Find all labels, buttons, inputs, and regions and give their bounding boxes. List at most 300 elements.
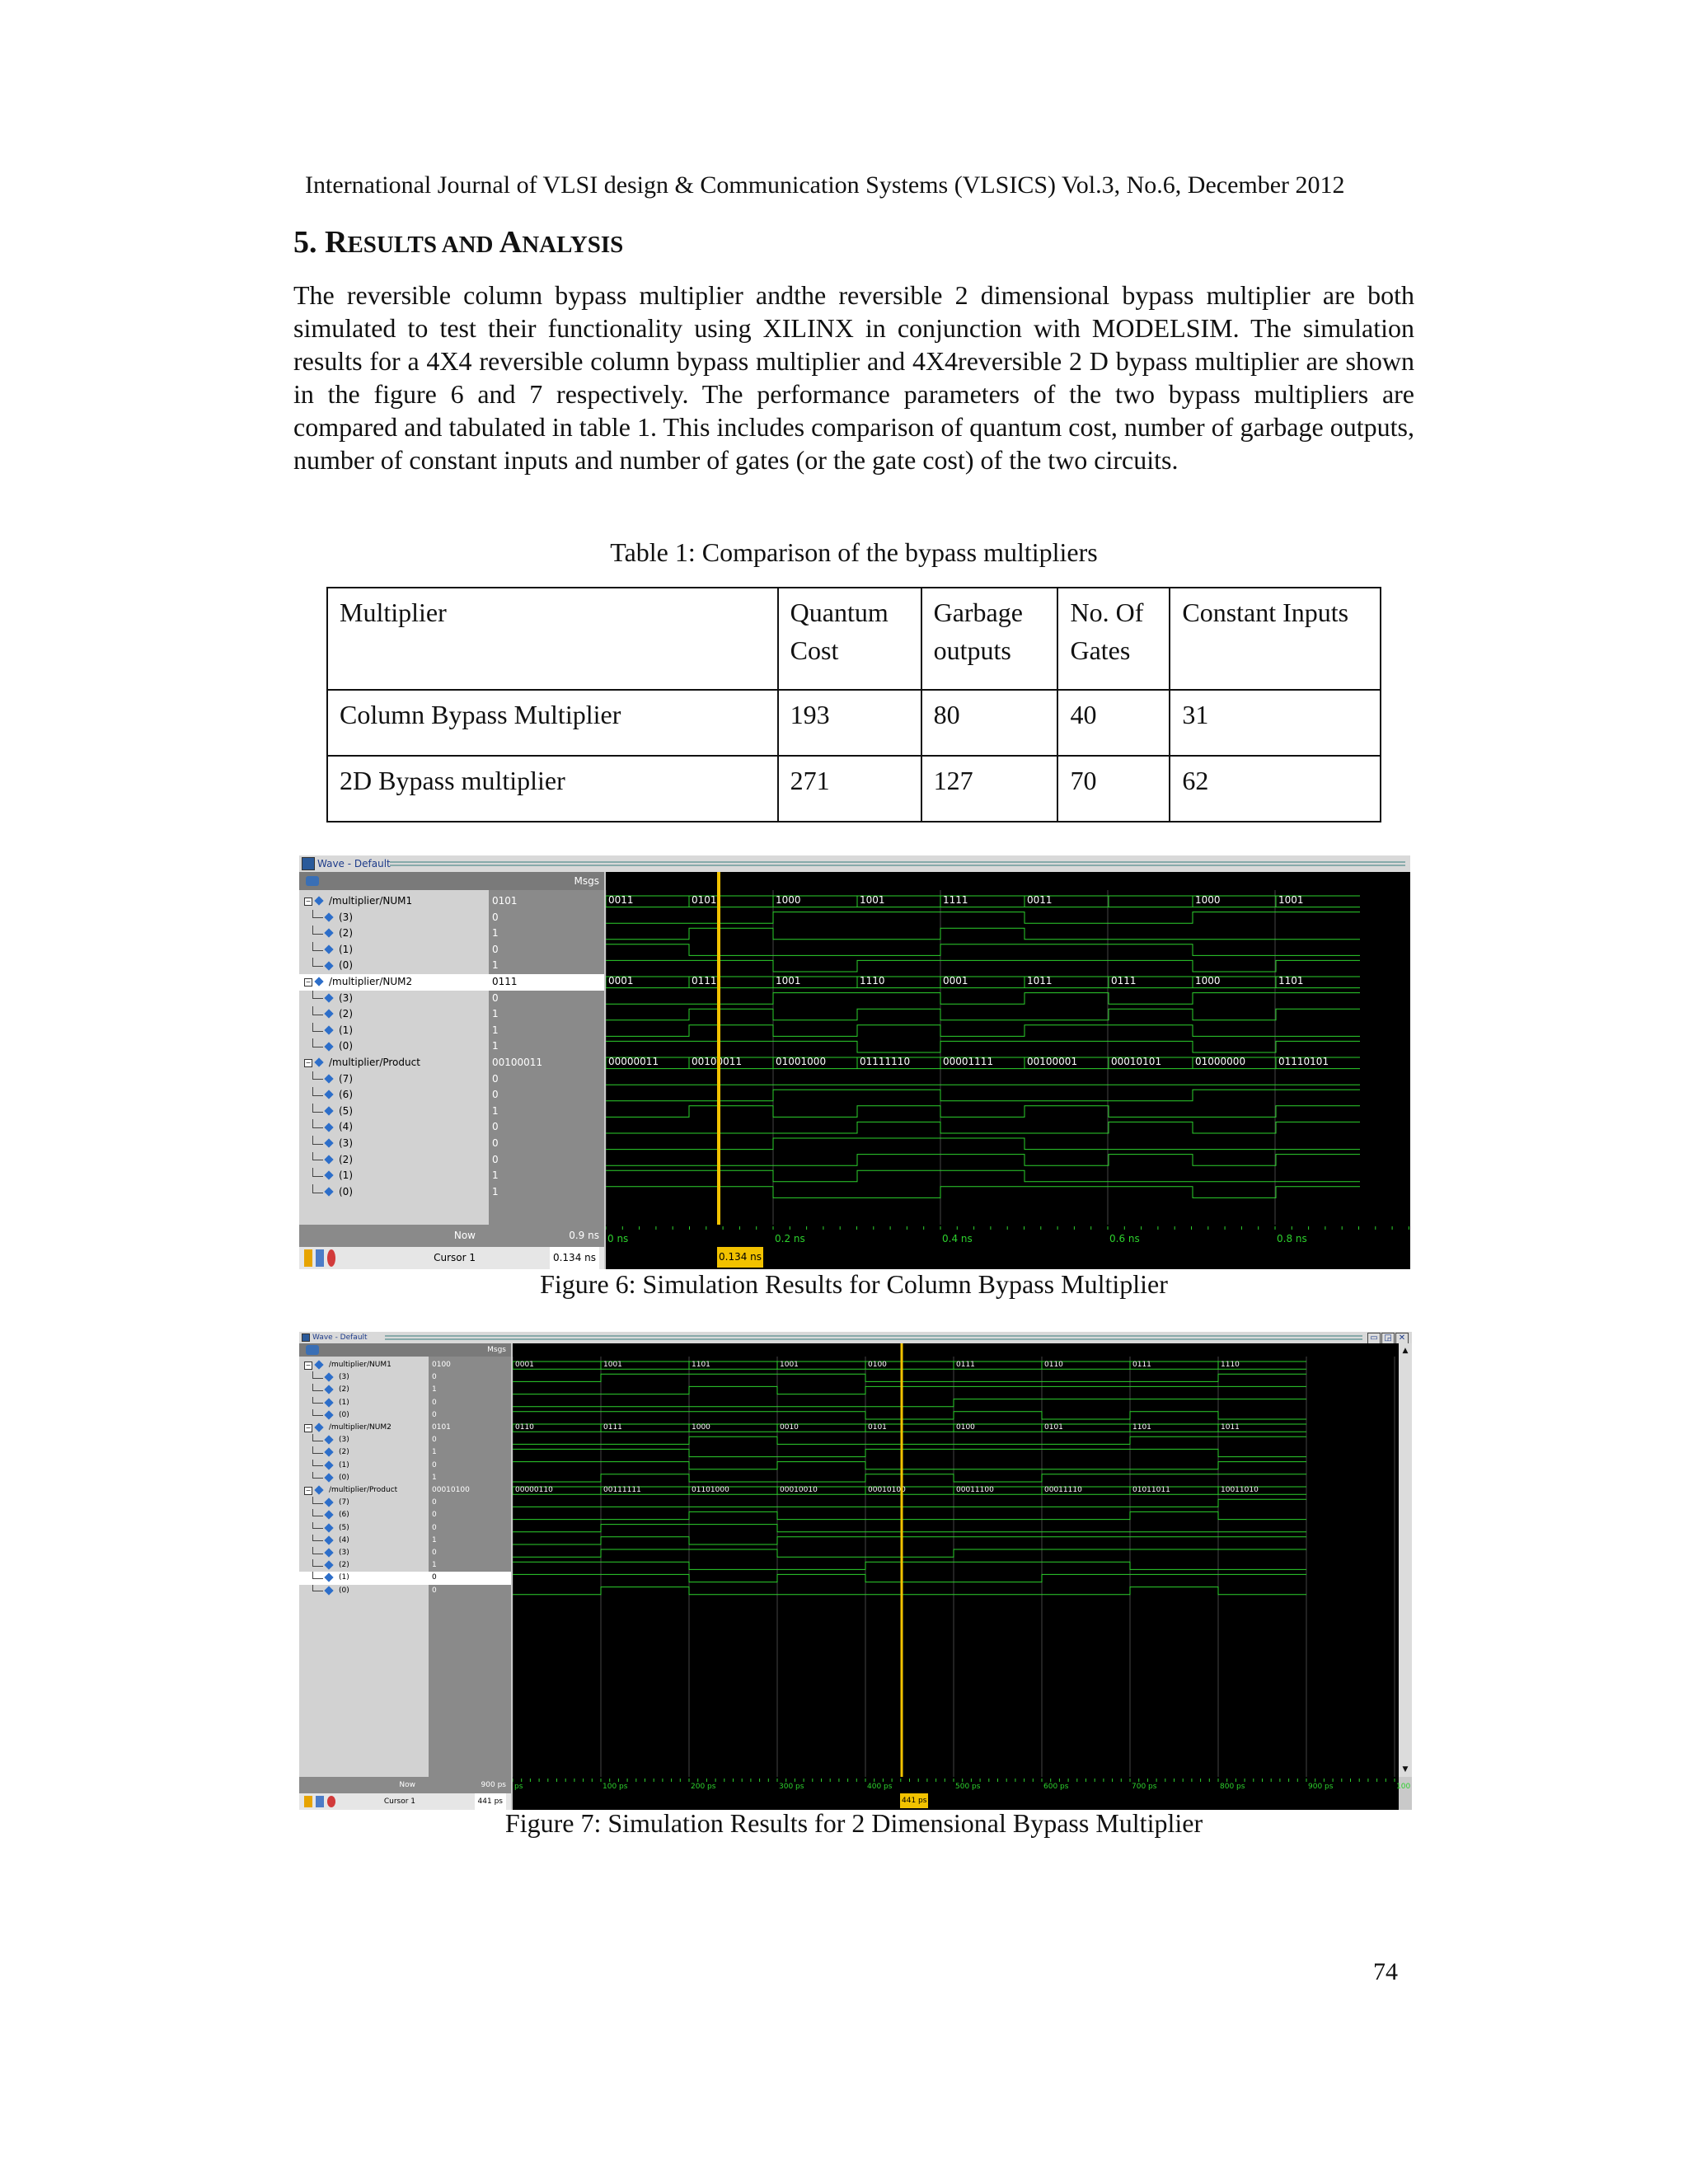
tree-branch-icon bbox=[312, 1535, 323, 1542]
cursor-value: 441 ps bbox=[475, 1793, 506, 1810]
signal-value-row bbox=[429, 1585, 511, 1597]
signal-value-row bbox=[429, 1371, 511, 1384]
tree-branch-icon bbox=[312, 910, 323, 919]
tree-branch-icon bbox=[312, 1434, 323, 1441]
signal-diamond-icon bbox=[324, 1586, 333, 1595]
bus-value-label: 0011 bbox=[608, 893, 634, 906]
tree-branch-icon bbox=[312, 1038, 323, 1047]
signal-value: 0 bbox=[432, 1398, 437, 1407]
bit-trace bbox=[513, 1462, 1306, 1469]
bit-trace bbox=[513, 1511, 1306, 1519]
bit-trace bbox=[513, 1399, 1306, 1407]
tree-branch-icon bbox=[312, 1152, 323, 1161]
bus-value-label: 1110 bbox=[860, 974, 885, 987]
bus-value-label: 0100 bbox=[956, 1422, 975, 1432]
signal-value-row bbox=[429, 1409, 511, 1422]
delete-cursor-icon[interactable] bbox=[327, 1249, 335, 1267]
vertical-scrollbar[interactable] bbox=[1399, 1343, 1412, 1777]
figure6-caption: Figure 6: Simulation Results for Column Bypass Multiplier bbox=[540, 1269, 1168, 1299]
signal-value: 1 bbox=[492, 1024, 499, 1036]
section-heading: 5. RESULTS AND ANALYSIS bbox=[293, 225, 624, 260]
bus-value-label: 0111 bbox=[1111, 974, 1137, 987]
signal-diamond-icon bbox=[324, 912, 333, 921]
signal-name: (2) bbox=[339, 1153, 353, 1165]
signal-value: 0 bbox=[492, 991, 499, 1004]
signal-name: /multiplier/NUM1 bbox=[329, 895, 413, 907]
table-cell: 127 bbox=[921, 756, 1058, 822]
signal-value: 1 bbox=[492, 927, 499, 940]
collapse-toggle-icon[interactable]: − bbox=[305, 898, 312, 906]
cursor-label[interactable]: Cursor 1 bbox=[383, 1797, 415, 1806]
msgs-header: Msgs bbox=[487, 1346, 506, 1354]
bit-trace bbox=[513, 1374, 1306, 1381]
signal-value: 1 bbox=[432, 1561, 437, 1570]
bus-value-label: 1000 bbox=[692, 1422, 710, 1432]
tree-branch-icon bbox=[312, 1572, 323, 1579]
signal-value: 0 bbox=[492, 1072, 499, 1085]
bit-trace bbox=[513, 1449, 1306, 1456]
now-row bbox=[299, 1225, 604, 1247]
signal-name: (1) bbox=[339, 1573, 349, 1582]
tree-branch-icon bbox=[312, 942, 323, 951]
bit-trace bbox=[513, 1562, 1306, 1569]
bit-trace bbox=[513, 1549, 1306, 1557]
collapse-toggle-icon[interactable]: − bbox=[305, 978, 312, 987]
bus-value-label: 0111 bbox=[603, 1422, 622, 1432]
tree-branch-icon bbox=[312, 1168, 323, 1177]
signal-name: /multiplier/NUM2 bbox=[329, 976, 413, 987]
cursor-row bbox=[299, 1247, 604, 1269]
time-axis bbox=[513, 1777, 1411, 1810]
signal-row[interactable] bbox=[299, 1055, 489, 1071]
cursor-time-tag: 441 ps bbox=[900, 1793, 928, 1808]
restore-icon[interactable]: ▭ bbox=[1367, 1333, 1381, 1344]
time-tick-label: 0.6 ns bbox=[1109, 1232, 1140, 1244]
collapse-toggle-icon[interactable]: − bbox=[305, 1424, 312, 1432]
bus-value-label: 1101 bbox=[692, 1360, 710, 1369]
signal-name: (4) bbox=[339, 1121, 353, 1133]
tree-branch-icon bbox=[312, 1184, 323, 1193]
signal-row[interactable] bbox=[299, 1104, 489, 1120]
waveform-plot bbox=[513, 1343, 1399, 1777]
signal-name: (2) bbox=[339, 927, 353, 940]
signal-value-row bbox=[489, 1168, 604, 1184]
tree-branch-icon bbox=[312, 1559, 323, 1567]
tree-branch-icon bbox=[312, 1460, 323, 1467]
signal-diamond-icon bbox=[324, 1548, 333, 1557]
signal-row[interactable] bbox=[299, 1422, 429, 1434]
tree-branch-icon bbox=[312, 1384, 323, 1391]
signal-value-row bbox=[489, 1038, 604, 1055]
tree-branch-icon bbox=[312, 1585, 323, 1592]
signal-value-row bbox=[429, 1384, 511, 1396]
cursor-time-tag: 0.134 ns bbox=[717, 1247, 763, 1268]
signal-name: (0) bbox=[339, 1040, 353, 1052]
toolbar-icon[interactable] bbox=[306, 876, 319, 886]
scroll-up-arrow[interactable]: ▲ bbox=[1402, 1347, 1409, 1355]
lock-icon[interactable] bbox=[304, 1796, 312, 1807]
signal-row[interactable] bbox=[299, 1006, 489, 1023]
bus-value-label: 0110 bbox=[1044, 1360, 1063, 1369]
bit-trace bbox=[513, 1499, 1306, 1507]
signal-name: /multiplier/NUM2 bbox=[329, 1423, 392, 1432]
signal-name: (1) bbox=[339, 943, 353, 955]
bus-value-label: 10011010 bbox=[1221, 1485, 1259, 1494]
signal-value-row bbox=[489, 910, 604, 926]
signal-value: 0111 bbox=[492, 976, 518, 987]
signal-value: 1 bbox=[492, 1040, 499, 1052]
signal-name: (4) bbox=[339, 1535, 349, 1544]
signal-value-row bbox=[429, 1359, 511, 1371]
bus-value-label: 0101 bbox=[1044, 1422, 1063, 1432]
table-cell: Column Bypass Multiplier bbox=[327, 690, 778, 756]
signal-value: 0 bbox=[492, 911, 499, 923]
signal-value: 1 bbox=[492, 1185, 499, 1197]
time-axis bbox=[606, 1225, 1410, 1269]
bus-value-label: 00010100 bbox=[868, 1485, 906, 1494]
signal-diamond-icon bbox=[324, 929, 333, 938]
signal-value-row bbox=[429, 1460, 511, 1472]
titlebar-grip bbox=[390, 861, 1405, 866]
signal-value-row bbox=[429, 1446, 511, 1459]
signal-value: 0 bbox=[432, 1523, 437, 1532]
signal-row[interactable] bbox=[299, 1136, 489, 1152]
tree-branch-icon bbox=[312, 1397, 323, 1404]
table-cell: 70 bbox=[1057, 756, 1170, 822]
signal-diamond-icon bbox=[324, 1139, 333, 1148]
signal-value: 0101 bbox=[492, 895, 518, 907]
time-tick-label: 400 ps bbox=[867, 1783, 893, 1792]
signal-row[interactable] bbox=[299, 1071, 489, 1088]
signal-row[interactable] bbox=[299, 974, 489, 991]
signal-name: (1) bbox=[339, 1398, 349, 1407]
signal-name: (3) bbox=[339, 991, 353, 1004]
waveform-traces bbox=[513, 1343, 1399, 1777]
signal-row[interactable] bbox=[299, 1497, 429, 1509]
tree-branch-icon bbox=[312, 958, 323, 967]
bus-value-label: 0110 bbox=[515, 1422, 534, 1432]
signal-row[interactable] bbox=[299, 1472, 429, 1484]
page-number: 74 bbox=[1373, 1958, 1398, 1985]
signal-name: (7) bbox=[339, 1498, 349, 1507]
table-cell: 2D Bypass multiplier bbox=[327, 756, 778, 822]
comparison-table bbox=[326, 587, 1381, 823]
bus-value-label: 00001111 bbox=[943, 1055, 994, 1067]
signal-name: (5) bbox=[339, 1523, 349, 1532]
signal-row[interactable] bbox=[299, 1371, 429, 1384]
signal-value-row bbox=[429, 1509, 511, 1521]
bus-value-label: 0111 bbox=[692, 974, 717, 987]
bit-trace bbox=[513, 1436, 1306, 1444]
signal-row[interactable] bbox=[299, 1168, 489, 1184]
waveform-window-figure7 bbox=[299, 1332, 1412, 1810]
signal-value-row bbox=[429, 1422, 511, 1434]
signal-row[interactable] bbox=[299, 1384, 429, 1396]
time-axis-ticks bbox=[513, 1777, 1399, 1810]
signal-name: (3) bbox=[339, 1436, 349, 1445]
bus-value-label: 00011100 bbox=[956, 1485, 994, 1494]
waveform-traces bbox=[606, 872, 1410, 1225]
msgs-header: Msgs bbox=[574, 875, 599, 887]
signal-row[interactable] bbox=[299, 910, 489, 926]
signal-diamond-icon bbox=[324, 961, 333, 970]
toolbar-icon[interactable] bbox=[306, 1345, 319, 1355]
signal-row[interactable] bbox=[299, 1087, 489, 1104]
signal-name: (1) bbox=[339, 1169, 353, 1182]
signal-value-row bbox=[489, 1104, 604, 1120]
signal-diamond-icon bbox=[314, 897, 323, 906]
bus-value-label: 00010101 bbox=[1111, 1055, 1162, 1067]
signal-row[interactable] bbox=[299, 1509, 429, 1521]
signal-row[interactable] bbox=[299, 1547, 429, 1559]
signal-row[interactable] bbox=[299, 1023, 489, 1039]
tree-branch-icon bbox=[312, 1023, 323, 1032]
signal-value: 0 bbox=[492, 1121, 499, 1133]
signal-value-row bbox=[429, 1434, 511, 1446]
signal-name: /multiplier/Product bbox=[329, 1057, 420, 1068]
signal-value-row bbox=[489, 1136, 604, 1152]
waveform-plot bbox=[606, 872, 1410, 1225]
signal-value: 0 bbox=[432, 1586, 437, 1595]
time-tick-label: 100 bbox=[1396, 1783, 1411, 1792]
signal-value-row bbox=[429, 1522, 511, 1535]
wave-toolbar bbox=[299, 872, 604, 890]
tree-branch-icon bbox=[312, 1409, 323, 1417]
tree-branch-icon bbox=[312, 1371, 323, 1379]
signal-diamond-icon bbox=[324, 1187, 333, 1196]
table-row bbox=[327, 690, 1381, 756]
bus-value-label: 1000 bbox=[1195, 893, 1221, 906]
lock-icon[interactable] bbox=[304, 1249, 312, 1267]
table-header-cell: No. Of Gates bbox=[1057, 588, 1170, 690]
signal-value-row bbox=[489, 1152, 604, 1169]
signal-name: (3) bbox=[339, 911, 353, 923]
now-value: 0.9 ns bbox=[569, 1230, 599, 1241]
journal-header: International Journal of VLSI design & Communication Systems (VLSICS) Vol.3, No.6, December 2012 bbox=[305, 171, 1345, 199]
scroll-down-arrow[interactable]: ▼ bbox=[1402, 1765, 1409, 1774]
table-row bbox=[327, 756, 1381, 822]
cursor-row bbox=[299, 1793, 511, 1810]
signal-diamond-icon bbox=[314, 1422, 323, 1432]
signal-row[interactable] bbox=[299, 893, 489, 910]
signal-name: (5) bbox=[339, 1104, 353, 1117]
signal-value-row bbox=[429, 1484, 511, 1497]
tree-branch-icon bbox=[312, 926, 323, 935]
titlebar-grip bbox=[385, 1335, 1362, 1340]
signal-diamond-icon bbox=[324, 1106, 333, 1115]
close-icon[interactable]: ✕ bbox=[1395, 1333, 1409, 1344]
table-cell: 40 bbox=[1057, 690, 1170, 756]
signal-row[interactable] bbox=[299, 1535, 429, 1547]
signal-diamond-icon bbox=[324, 1523, 333, 1532]
time-tick-label: 0.4 ns bbox=[942, 1232, 973, 1244]
signal-row[interactable] bbox=[299, 1446, 429, 1459]
signal-row[interactable] bbox=[299, 942, 489, 958]
bus-value-label: 00100011 bbox=[692, 1055, 743, 1067]
signal-diamond-icon bbox=[324, 1042, 333, 1051]
signal-row[interactable] bbox=[299, 1409, 429, 1422]
window-titlebar[interactable] bbox=[299, 1332, 1412, 1343]
bus-value-label: 1101 bbox=[1132, 1422, 1151, 1432]
signal-diamond-icon bbox=[324, 1498, 333, 1507]
signal-diamond-icon bbox=[324, 1573, 333, 1582]
signal-row[interactable] bbox=[299, 1559, 429, 1572]
signal-diamond-icon bbox=[324, 1511, 333, 1520]
now-value: 900 ps bbox=[481, 1781, 506, 1789]
signal-row[interactable] bbox=[299, 1572, 429, 1584]
signal-value-row bbox=[489, 1006, 604, 1023]
window-title: Wave - Default bbox=[317, 858, 391, 869]
time-tick-label: 200 ps bbox=[691, 1783, 716, 1792]
tree-branch-icon bbox=[312, 1071, 323, 1080]
bus-value-label: 0010 bbox=[780, 1422, 799, 1432]
signal-value: 1 bbox=[432, 1448, 437, 1457]
signal-value: 0 bbox=[432, 1573, 437, 1582]
time-tick-label: 700 ps bbox=[1132, 1783, 1157, 1792]
time-tick-label: 0.8 ns bbox=[1277, 1232, 1307, 1244]
signal-diamond-icon bbox=[324, 1448, 333, 1457]
time-tick-label: 900 ps bbox=[1308, 1783, 1334, 1792]
time-tick-label: 0 ns bbox=[607, 1232, 629, 1244]
signal-name: (6) bbox=[339, 1089, 353, 1101]
bus-value-label: 1001 bbox=[1278, 893, 1304, 906]
signal-name: (0) bbox=[339, 1473, 349, 1482]
signal-diamond-icon bbox=[324, 993, 333, 1002]
signal-diamond-icon bbox=[324, 1460, 333, 1469]
tree-branch-icon bbox=[312, 1087, 323, 1096]
bus-value-label: 00011110 bbox=[1044, 1485, 1082, 1494]
time-tick-label: 300 ps bbox=[779, 1783, 804, 1792]
status-panel bbox=[299, 1225, 604, 1269]
signal-name: (0) bbox=[339, 1185, 353, 1197]
bus-value-label: 00100001 bbox=[1027, 1055, 1078, 1067]
collapse-toggle-icon[interactable]: − bbox=[305, 1059, 312, 1067]
signal-value: 0 bbox=[432, 1436, 437, 1445]
signal-value-row bbox=[489, 926, 604, 942]
signal-name: (2) bbox=[339, 1008, 353, 1020]
figure7-caption: Figure 7: Simulation Results for 2 Dimensional Bypass Multiplier bbox=[504, 1808, 1203, 1838]
signal-value: 0 bbox=[492, 1153, 499, 1165]
collapse-toggle-icon[interactable]: − bbox=[305, 1487, 312, 1495]
bus-value-label: 1000 bbox=[1195, 974, 1221, 987]
signal-value: 1 bbox=[432, 1385, 437, 1394]
bus-value-label: 1001 bbox=[780, 1360, 799, 1369]
bus-value-label: 00111111 bbox=[603, 1485, 641, 1494]
delete-cursor-icon[interactable] bbox=[327, 1796, 335, 1807]
signal-row[interactable] bbox=[299, 1184, 489, 1201]
signal-value: 0 bbox=[492, 1089, 499, 1101]
table-header-cell: Constant Inputs bbox=[1170, 588, 1381, 690]
signal-row[interactable] bbox=[299, 991, 489, 1007]
tree-branch-icon bbox=[312, 1547, 323, 1554]
signal-value: 0 bbox=[432, 1498, 437, 1507]
signal-row[interactable] bbox=[299, 1585, 429, 1597]
signal-name: (1) bbox=[339, 1460, 349, 1469]
cursor-label[interactable]: Cursor 1 bbox=[434, 1252, 476, 1263]
tree-branch-icon bbox=[312, 1136, 323, 1145]
bus-value-label: 0011 bbox=[1027, 893, 1053, 906]
signal-value: 0 bbox=[432, 1373, 437, 1382]
signal-name: (6) bbox=[339, 1511, 349, 1520]
table-cell: 193 bbox=[778, 690, 921, 756]
signal-value-row bbox=[489, 1184, 604, 1201]
bus-value-label: 0100 bbox=[868, 1360, 887, 1369]
window-title: Wave - Default bbox=[312, 1333, 368, 1342]
bus-value-label: 1001 bbox=[603, 1360, 622, 1369]
status-panel bbox=[299, 1777, 511, 1810]
signal-diamond-icon bbox=[324, 1561, 333, 1570]
signal-row[interactable] bbox=[299, 926, 489, 942]
bus-value-label: 1101 bbox=[1278, 974, 1304, 987]
collapse-toggle-icon[interactable]: − bbox=[305, 1361, 312, 1370]
signal-row[interactable] bbox=[299, 1522, 429, 1535]
signal-row[interactable] bbox=[299, 1484, 429, 1497]
time-tick-label: 0.2 ns bbox=[775, 1232, 805, 1244]
table-cell: 80 bbox=[921, 690, 1058, 756]
table-header-cell: Quantum Cost bbox=[778, 588, 921, 690]
now-row bbox=[299, 1777, 511, 1793]
signal-row[interactable] bbox=[299, 1152, 489, 1169]
signal-row[interactable] bbox=[299, 1038, 489, 1055]
signal-name: (2) bbox=[339, 1448, 349, 1457]
pencil-icon[interactable] bbox=[316, 1249, 324, 1267]
wave-window-icon bbox=[302, 857, 315, 870]
signal-value-row bbox=[429, 1472, 511, 1484]
window-titlebar[interactable] bbox=[299, 855, 1410, 872]
now-label: Now bbox=[399, 1781, 415, 1789]
signal-name: (1) bbox=[339, 1024, 353, 1036]
signal-row[interactable] bbox=[299, 958, 489, 974]
signal-value: 00100011 bbox=[492, 1057, 543, 1068]
table-cell: 31 bbox=[1170, 690, 1381, 756]
signal-diamond-icon bbox=[324, 1398, 333, 1407]
signal-value: 0 bbox=[432, 1511, 437, 1520]
signal-value-row bbox=[489, 1023, 604, 1039]
signal-diamond-icon bbox=[324, 1535, 333, 1544]
bus-value-label: 00010010 bbox=[780, 1485, 818, 1494]
signal-row[interactable] bbox=[299, 1397, 429, 1409]
signal-name: /multiplier/NUM1 bbox=[329, 1361, 392, 1369]
signal-row[interactable] bbox=[299, 1359, 429, 1371]
body-paragraph: The reversible column bypass multiplier andthe reversible 2 dimensional bypass multiplier are both simulated to test their functionality using XILINX in conjunction with MODELSIM. The simulation results for a 4X4 reversible column bypass multiplier and 4X4reversible 2 D bypass multiplier are shown in the figure 6 and 7 respectively. The performance parameters of the two bypass multipliers are compared and tabulated in table 1. This includes comparison of quantum cost, number of garbage outputs, number of constant inputs and number of gates (or the gate cost) of the two circuits. bbox=[293, 280, 1414, 475]
time-tick-label: 500 ps bbox=[955, 1783, 981, 1792]
bit-trace bbox=[513, 1525, 1306, 1532]
table-header-row bbox=[327, 588, 1381, 690]
maximize-icon[interactable]: ◲ bbox=[1381, 1333, 1395, 1344]
signal-names-pane bbox=[299, 1357, 429, 1777]
bus-value-label: 00000110 bbox=[515, 1485, 553, 1494]
signal-diamond-icon bbox=[314, 1360, 323, 1369]
table-header-cell: Garbage outputs bbox=[921, 588, 1058, 690]
cursor-value: 0.134 ns bbox=[550, 1247, 599, 1269]
time-tick-label: 600 ps bbox=[1043, 1783, 1069, 1792]
bit-trace bbox=[513, 1386, 1306, 1394]
signal-value: 0100 bbox=[432, 1361, 451, 1369]
tree-branch-icon bbox=[312, 1446, 323, 1454]
pencil-icon[interactable] bbox=[316, 1796, 324, 1807]
tree-branch-icon bbox=[312, 1119, 323, 1128]
signal-value-row bbox=[489, 942, 604, 958]
signal-row[interactable] bbox=[299, 1119, 489, 1136]
signal-row[interactable] bbox=[299, 1434, 429, 1446]
bus-value-label: 01000000 bbox=[1195, 1055, 1246, 1067]
bit-trace bbox=[513, 1474, 1306, 1482]
signal-row[interactable] bbox=[299, 1460, 429, 1472]
bus-value-label: 0111 bbox=[1132, 1360, 1151, 1369]
signal-diamond-icon bbox=[324, 1373, 333, 1382]
bus-value-label: 1001 bbox=[860, 893, 885, 906]
bus-value-label: 00000011 bbox=[608, 1055, 659, 1067]
